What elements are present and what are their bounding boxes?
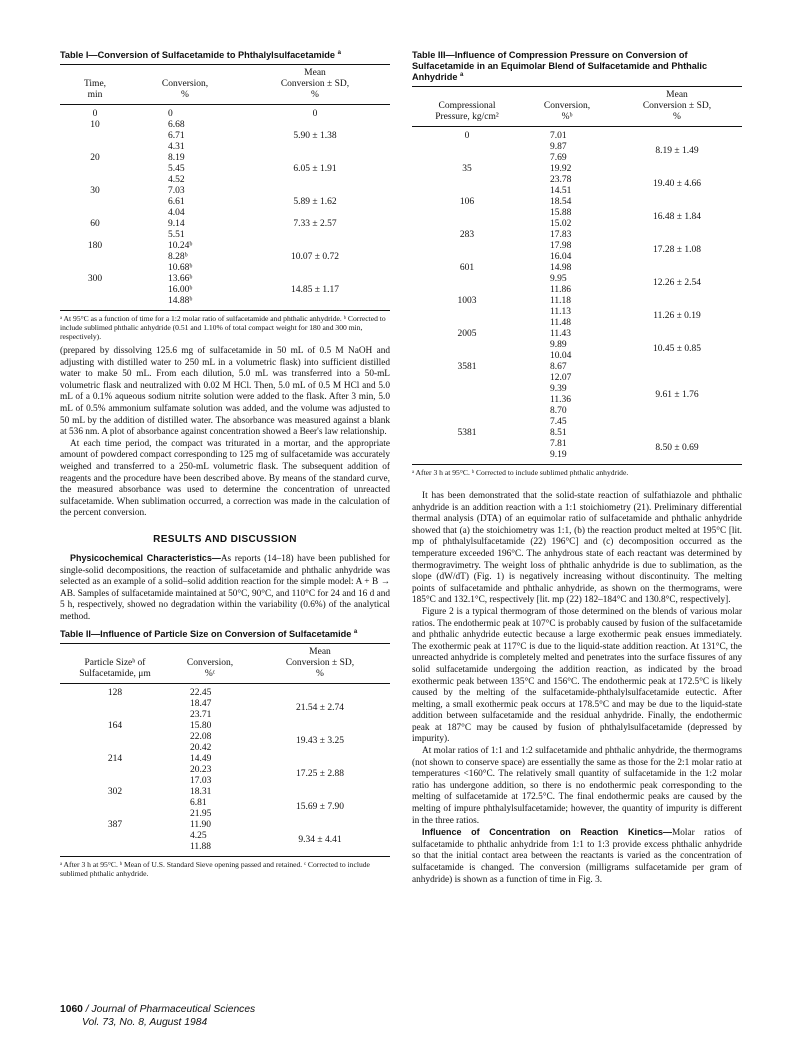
page-footer — [60, 1004, 255, 1029]
row-label: 164 — [107, 721, 123, 732]
conversion-value: 8.67 — [550, 362, 567, 372]
runin-heading: Physicochemical Characteristics— — [70, 552, 221, 563]
method-paragraph-1: (prepared by dissolving 125.6 mg of sulfacetamide in 50 mL of 0.5 M NaOH and adjusting with distilled water to 250 mL in a volumetric flask) into sufficient distilled water to make 50 mL. From each dilution, 5.0 mL was transferred into a 50-mL volumetric flask and neutralized with 0.02 M HCl. Then, 5.0 mL of 0.5 M HCl and 5.0 mL of a 0.1% aqueous sodium nitrite solution were added to the flask. After 3 min, 5.0 mL of 0.5% ammonium sulfamate solution was added, and the volume was adjusted to 50 mL by the addition of distilled water. The absorbance was measured against a blank at 536 nm. A plot of absorbance against concentration showed a Beer's law relationship. — [60, 346, 390, 438]
mean-value: 11.26 ± 0.19 — [653, 311, 701, 322]
table-row — [60, 241, 390, 274]
table-row — [412, 428, 742, 461]
header-mean: Mean Conversion ± SD, % — [285, 647, 355, 680]
table-1-footnote: ᵃ At 95°C as a function of time for a 1:2 molar ratio of sulfacetamide and phthalic anhydride. ᵇ Corrected to include sublimed phthalic anhydride (0.51 and 1.10% of total compact weight for 180 and 300 min, respectively). — [60, 314, 386, 341]
table-2-body — [60, 684, 390, 856]
section-heading: RESULTS AND DISCUSSION — [153, 533, 297, 545]
table-1-header — [60, 65, 390, 104]
table-2 — [60, 629, 390, 878]
conversion-value: 20.23 — [190, 765, 212, 776]
table-row — [60, 787, 390, 820]
conversion-value: 19.92 — [550, 164, 572, 174]
conversion-value: 15.80 — [190, 721, 212, 732]
conversion-value: 6.61 — [168, 197, 185, 207]
conversion-value: 4.25 — [190, 831, 207, 842]
mean-value: 21.54 ± 2.74 — [296, 702, 344, 713]
row-label: 283 — [459, 230, 475, 240]
table-row — [60, 754, 390, 787]
conversion-value: 13.66ᵇ — [168, 274, 193, 284]
conversion-value: 6.71 — [168, 131, 185, 141]
conversion-value: 14.51 — [550, 186, 572, 196]
conversion-value: 14.49 — [190, 754, 212, 765]
table-row — [412, 263, 742, 296]
conversion-value: 14.98 — [550, 263, 572, 273]
mean-value: 19.43 ± 3.25 — [296, 735, 344, 746]
conversion-value: 4.04 — [168, 208, 185, 218]
row-label: 387 — [107, 820, 123, 831]
conversion-value: 16.04 — [550, 252, 572, 262]
table-1-body — [60, 105, 390, 310]
conversion-value: 11.36 — [550, 395, 572, 405]
table-row — [60, 721, 390, 754]
discussion-paragraph-2: Figure 2 is a typical thermogram of those determined on the blends of various molar ratios. The endothermic peak at 107°C is probably caused by fusion of the sulfacetamide and phthalic anhydride eutectic because a large exothermic peak ensues immediately. The exothermic peak at 117°C is due to the liquid-state addition reaction. At 131°C, the unreacted anhydride is completely melted and penetrates into the surface fissures of any solid sulfacetamide undergoing the addition reaction, as indicated by the broad exothermic peak between 135°C and 156°C. The endothermic peak at 172.5°C is likely caused by the melting of the sulfacetamide-phthalylsulfacetamide eutectic. After melting, a small exothermic peak occurs at 178.5°C and may be due to the liquid-state addition between sulfacetamide and the residual anhydride. Finally, the endothermic peak at 187°C may be caused by fusion of phthalylsulfacetamide (depressed by impurity). — [412, 606, 742, 745]
mean-value: 15.69 ± 7.90 — [296, 801, 344, 812]
row-label: 2005 — [457, 329, 477, 339]
mean-value: 17.28 ± 1.08 — [653, 245, 701, 256]
mean-value: 12.26 ± 2.54 — [653, 278, 701, 289]
conversion-value: 6.81 — [190, 798, 207, 809]
header-mean: Mean Conversion ± SD, % — [280, 68, 350, 100]
conversion-value: 11.48 — [550, 318, 572, 328]
conversion-value: 8.70 — [550, 406, 567, 416]
mean-value: 5.90 ± 1.38 — [293, 131, 337, 141]
row-label: 60 — [90, 219, 100, 229]
mean-value: 9.61 ± 1.76 — [655, 389, 699, 400]
conversion-value: 22.45 — [190, 688, 212, 699]
conversion-value: 20.42 — [190, 743, 212, 754]
conversion-value: 17.98 — [550, 241, 572, 251]
left-column — [60, 50, 390, 878]
kinetics-paragraph: Influence of Concentration on Reaction Kinetics—Molar ratios of sulfacetamide to phthalic anhydride from 1:1 to 1:3 provide excess phthalic anhydride so that the initial contact area between the reactants is varied as the concentration of sulfacetamide is changed. The conversion (milligrams sulfacetamide per gram of anhydride) is shown as a function of time in Fig. 3. — [412, 827, 742, 885]
mean-value: 10.07 ± 0.72 — [291, 252, 339, 262]
table-row — [412, 131, 742, 164]
conversion-value: 9.19 — [550, 450, 567, 460]
conversion-value: 9.39 — [550, 384, 567, 394]
conversion-value: 4.31 — [168, 142, 185, 152]
row-label: 214 — [107, 754, 123, 765]
row-label: 1003 — [457, 296, 477, 306]
conversion-value: 12.07 — [550, 373, 572, 383]
row-label: 0 — [92, 109, 98, 119]
conversion-value: 22.08 — [190, 732, 212, 743]
table-2-footnote: ᵃ After 3 h at 95°C. ᵇ Mean of U.S. Standard Sieve opening passed and retained. ᶜ Corrected to include sublimed phthalic anhydride. — [60, 860, 370, 879]
conversion-value: 5.45 — [168, 164, 185, 174]
conversion-value: 0 — [168, 109, 173, 119]
header-conversion: Conversion, %ᶜ — [186, 658, 234, 680]
conversion-value: 11.43 — [550, 329, 572, 339]
conversion-value: 9.95 — [550, 274, 567, 284]
row-label: 10 — [90, 120, 100, 130]
runin-heading: Influence of Concentration on Reaction Kinetics— — [422, 827, 673, 838]
table-3-title: Table III—Influence of Compression Pressure on Conversion of Sulfacetamide in an Equimolar Blend of Sulfacetamide and Phthalic Anhydride $^a$ — [412, 50, 708, 82]
conversion-value: 9.89 — [550, 340, 567, 350]
conversion-value: 11.90 — [190, 820, 212, 831]
mean-value: 8.19 ± 1.49 — [655, 146, 699, 157]
table-row — [60, 820, 390, 853]
conversion-value: 11.86 — [550, 285, 572, 295]
conversion-value: 23.78 — [550, 175, 572, 185]
conversion-value: 18.54 — [550, 197, 572, 207]
row-label: 106 — [459, 197, 475, 207]
conversion-value: 8.28ᵇ — [168, 252, 188, 262]
conversion-value: 17.03 — [190, 776, 212, 787]
table-row — [412, 230, 742, 263]
table-row — [412, 362, 742, 428]
mean-value: 16.48 ± 1.84 — [653, 212, 701, 223]
discussion-paragraph-1: It has been demonstrated that the solid-state reaction of sulfathiazole and phthalic anhydride is an addition reaction with a 1:1 stoichiometry (21). Preliminary differential thermal analysis (DTA) of an equimolar ratio of sulfacetamide and phthalic anhydride showed that (a) the stoichiometry was 1:1, (b) the reaction product melted at 195°C [lit. mp of phthalylsulfacetamide (22) 196°C] and (c) decomposition occurred as the temperature exceeded 196°C. The anhydrous state of each reactant was determined by thermogravimetry. The weight loss of phthalic anhydride is due to sublimation, as the slope (dW/dT) (Fig. 1) is negatively increasing without discontinuity. The melting points of sulfacetamide and phthalic anhydride, as shown on the thermograms, were 185°C and 132.1°C, respectively [lit. mp (22) 182–184°C and 130.8°C, respectively]. — [412, 491, 742, 606]
header-pressure: Compressional Pressure, kg/cm² — [435, 101, 499, 122]
mean-value: 19.40 ± 4.66 — [653, 179, 701, 190]
conversion-value: 18.31 — [190, 787, 212, 798]
conversion-value: 21.95 — [190, 809, 212, 820]
header-particle-size: Particle Sizeᵇ of Sulfacetamide, μm — [79, 658, 151, 680]
mean-value: 8.50 ± 0.69 — [655, 443, 699, 454]
header-time: Time, min — [83, 79, 107, 100]
conversion-value: 15.02 — [550, 219, 572, 229]
table-2-header — [60, 644, 390, 683]
table-3-header — [412, 87, 742, 126]
table-3 — [412, 50, 742, 477]
row-label: 20 — [90, 153, 100, 163]
journal-volume: Vol. 73, No. 8, August 1984 — [82, 1016, 208, 1028]
row-label: 180 — [87, 241, 103, 251]
right-column — [412, 50, 742, 886]
conversion-value: 11.18 — [550, 296, 572, 306]
mean-value: 14.85 ± 1.17 — [291, 285, 339, 295]
discussion-paragraph-3: At molar ratios of 1:1 and 1:2 sulfacetamide and phthalic anhydride, the thermograms (not shown to conserve space) are essentially the same as those for the 2:1 molar ratio at temperatures <160°C. The relatively small quantity of sulfacetamide in the 1:2 molar ratio has undergone addition, so there is no endothermic peak corresponding to the melting of sulfacetamide at 172.5°C. The final endothermic peaks are caused by the melting of impure phthalylsulfacetamide; however, the quantity of impurity is different in the three ratios. — [412, 746, 742, 826]
row-label: 35 — [462, 164, 472, 174]
table-2-title: Table II—Influence of Particle Size on Conversion of Sulfacetamide $^a$ — [60, 629, 358, 640]
conversion-value: 10.68ᵇ — [168, 263, 193, 273]
table-row — [60, 688, 390, 721]
table-3-footnote: ᵃ After 3 h at 95°C. ᵇ Corrected to include sublimed phthalic anhydride. — [412, 468, 629, 477]
table-row — [60, 274, 390, 307]
mean-value: 7.33 ± 2.57 — [293, 219, 337, 229]
page-number: 1060 — [60, 1004, 83, 1015]
mean-value: 9.34 ± 4.41 — [298, 834, 342, 845]
row-label: 0 — [464, 131, 470, 141]
mean-value: 10.45 ± 0.85 — [653, 344, 701, 355]
row-label: 30 — [90, 186, 100, 196]
table-row — [60, 186, 390, 219]
conversion-value: 8.19 — [168, 153, 185, 163]
table-row — [60, 109, 390, 120]
conversion-value: 7.69 — [550, 153, 567, 163]
conversion-value: 18.47 — [190, 699, 212, 710]
conversion-value: 7.45 — [550, 417, 567, 427]
row-label: 300 — [87, 274, 103, 284]
conversion-value: 7.81 — [550, 439, 567, 449]
conversion-value: 11.13 — [550, 307, 572, 317]
conversion-value: 6.68 — [168, 120, 185, 130]
conversion-value: 4.52 — [168, 175, 185, 185]
conversion-value: 7.03 — [168, 186, 185, 196]
table-row — [60, 219, 390, 241]
table-row — [412, 164, 742, 197]
row-label: 601 — [459, 263, 475, 273]
row-label: 302 — [107, 787, 123, 798]
conversion-value: 23.71 — [190, 710, 212, 721]
conversion-value: 9.87 — [550, 142, 567, 152]
journal-name: / Journal of Pharmaceutical Sciences — [85, 1004, 256, 1015]
conversion-value: 10.24ᵇ — [168, 241, 193, 251]
header-conversion: Conversion, % — [161, 79, 209, 100]
conversion-value: 16.00ᵇ — [168, 285, 193, 295]
header-mean: Mean Conversion ± SD, % — [642, 90, 712, 122]
row-label: 128 — [107, 688, 123, 699]
mean-value: 6.05 ± 1.91 — [293, 164, 337, 174]
conversion-value: 8.51 — [550, 428, 567, 438]
table-3-body — [412, 127, 742, 464]
table-row — [60, 120, 390, 153]
conversion-value: 5.51 — [168, 230, 185, 240]
row-label: 3581 — [457, 362, 477, 372]
conversion-value: 9.14 — [168, 219, 185, 229]
conversion-value: 7.01 — [550, 131, 567, 141]
conversion-value: 14.88ᵇ — [168, 296, 193, 306]
mean-value: 17.25 ± 2.88 — [296, 768, 344, 779]
table-row — [60, 153, 390, 186]
conversion-value: 15.88 — [550, 208, 572, 218]
conversion-value: 17.83 — [550, 230, 572, 240]
physicochemical-paragraph: Physicochemical Characteristics—As reports (14–18) have been published for single-solid decompositions, the reaction of sulfacetamide and phthalic anhydride was selected as an example of a solid–solid addition reaction for the simple model: A + B → AB. Samples of sulfacetamide maintained at 50°C, 90°C, and 110°C for 24 and 16 d and 5 h, respectively, showed no degradation within the variability (0.6%) of the analytical method. — [60, 552, 391, 622]
conversion-value: 10.04 — [550, 351, 572, 361]
table-1-title: Table I—Conversion of Sulfacetamide to Phthalylsulfacetamide $^a$ — [60, 49, 341, 60]
mean-value: 5.89 ± 1.62 — [293, 197, 337, 207]
table-row — [412, 296, 742, 329]
table-row — [412, 329, 742, 362]
mean-value: 0 — [312, 109, 318, 119]
table-row — [412, 197, 742, 230]
table-1 — [60, 50, 390, 341]
row-label: 5381 — [457, 428, 477, 438]
header-conversion: Conversion, %ᵇ — [543, 101, 591, 122]
method-paragraph-2: At each time period, the compact was triturated in a mortar, and the appropriate amount of powdered compact corresponding to 125 mg of sulfacetamide was accurately weighed and transferred to a 250-mL volumetric flask. The subsequent addition of reagents and the procedure have been described above. By means of the standard curve, the measured absorbance was used to determine the concentration of unreacted sulfacetamide. When sublimation occurred, a correction was made in the calculation of the percent conversion. — [60, 438, 390, 519]
conversion-value: 11.88 — [190, 842, 212, 853]
